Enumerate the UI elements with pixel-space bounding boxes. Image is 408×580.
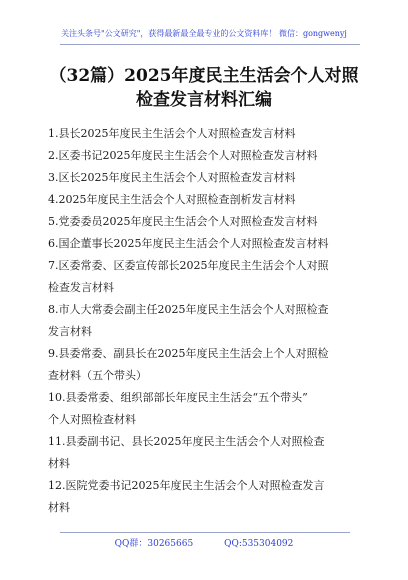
footer-qq-group: QQ群：30265665: [114, 539, 194, 549]
footer-divider: [60, 532, 350, 533]
title-line-2: 检查发言材料汇编: [136, 90, 272, 110]
title-line-1: （32篇）2025年度民主生活会个人对照: [49, 66, 359, 86]
footer: [0, 536, 408, 549]
toc-item: 5.党委委员2025年度民主生活会个人对照检查发言材料: [48, 215, 318, 228]
toc-item: 10.县委常委、组织部部长年度民主生活会“五个带头”: [48, 391, 308, 404]
toc-item: 12.医院党委书记2025年度民主生活会个人对照检查发言: [48, 479, 325, 492]
toc-item: 3.区长2025年度民主生活会个人对照检查发言材料: [48, 171, 296, 184]
footer-qq: QQ:535304092: [224, 539, 294, 549]
toc-item-continuation: 个人对照检查材料: [48, 413, 136, 426]
toc-item: 11.县委副书记、县长2025年度民主生活会个人对照检查: [48, 435, 325, 448]
toc-item-continuation: 材料: [48, 457, 70, 470]
toc-item-continuation: 查材料（五个带头）: [48, 369, 147, 382]
table-of-contents: [48, 123, 358, 519]
document-title: [0, 64, 408, 112]
toc-item-continuation: 检查发言材料: [48, 281, 114, 294]
toc-item: 7.区委常委、区委宣传部长2025年度民主生活会个人对照: [48, 259, 329, 272]
toc-item: 4.2025年度民主生活会个人对照检查剖析发言材料: [48, 193, 296, 206]
toc-item-continuation: 材料: [48, 501, 70, 514]
header-divider: [60, 44, 360, 45]
toc-item: 8.市人大常委会副主任2025年度民主生活会个人对照检查: [48, 303, 329, 316]
toc-item: 6.国企董事长2025年度民主生活会个人对照检查发言材料: [48, 237, 329, 250]
toc-item: 9.县委常委、副县长在2025年度民主生活会上个人对照检: [48, 347, 329, 360]
toc-item-continuation: 发言材料: [48, 325, 92, 338]
toc-item: 2.区委书记2025年度民主生活会个人对照检查发言材料: [48, 149, 318, 162]
header-note: 关注头条号"公文研究"，获得最新最全最专业的公文资料库！ 微信：gongwenyj: [61, 29, 347, 38]
toc-item: 1.县长2025年度民主生活会个人对照检查发言材料: [48, 127, 296, 140]
